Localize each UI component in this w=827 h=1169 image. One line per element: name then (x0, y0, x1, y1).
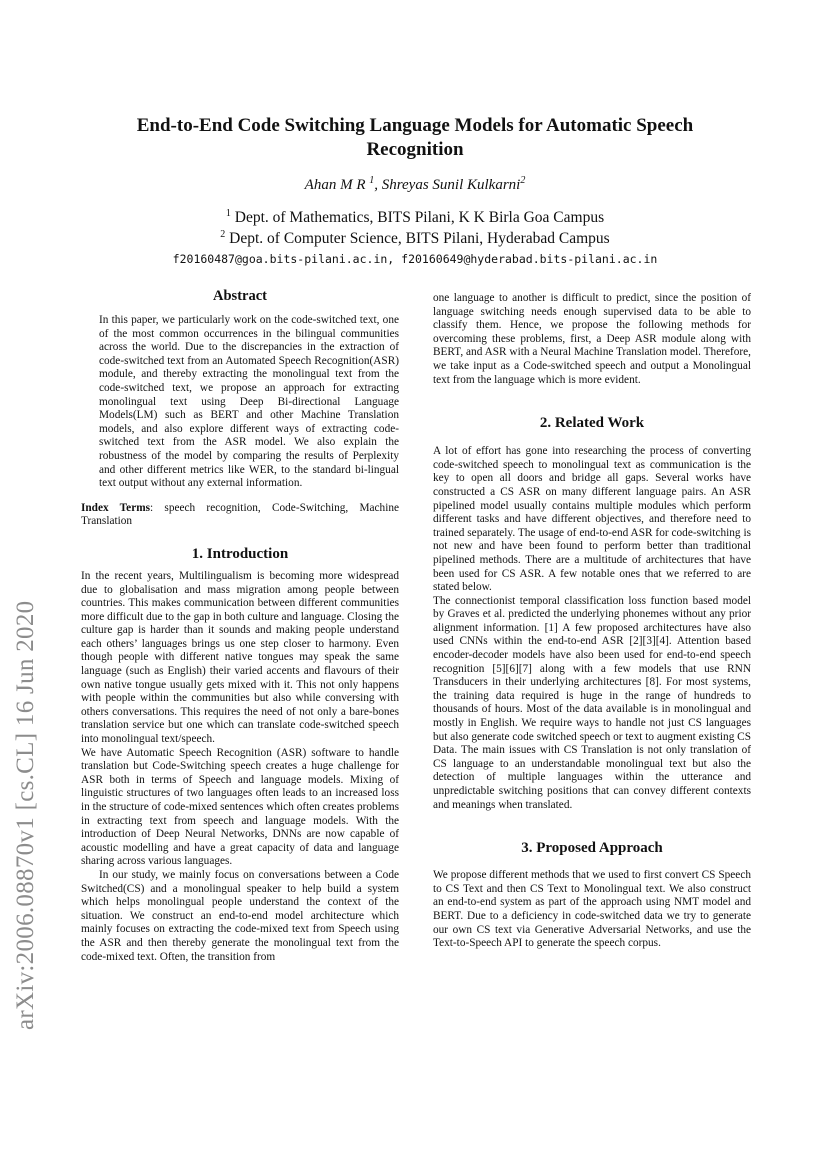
author-separator: , (374, 177, 382, 193)
author-affiliation-mark: 1 (369, 175, 375, 186)
abstract-heading: Abstract (213, 288, 267, 304)
section-heading-related-work: 2. Related Work (539, 415, 645, 432)
left-column (81, 290, 399, 964)
author-affiliation-mark: 2 (520, 175, 526, 186)
affiliation-1 (100, 209, 730, 227)
section-heading-introduction: 1. Introduction (191, 545, 289, 562)
author-name: Ahan M R (304, 177, 366, 193)
abstract-block (81, 314, 399, 491)
intro-paragraph: In our study, we mainly focus on conversations between a Code Switched(CS) and a monolingual speaker to help build a system which helps monolingual people understand the context of the situation. We construct an end-to-end model architecture which mainly focuses on extracting the code-mixed text from Speech using the ASR and then thereby generate the monolingual text from the code-mixed text. Often, the transition from (81, 868, 399, 963)
intro-paragraph: In the recent years, Multilingualism is becoming more widespread due to globalisation and mass migration among people between countries. This makes communication between different communities more difficult due to the gap in both culture and language. Closing the culture gap is harder than it sounds and making people understand each others’ languages brings us one step closer to harmony. Even though people with different native tongues may speak the same language (such as English) their varied accents and flavours of their own native tongue usually gets mixed with it. This not only happens with people within the communities but also while conversing with others conversations. This requires the need of not only a bare-bones translation service but one which can translate code-switched speech into monolingual text/speech. (81, 569, 399, 746)
section-heading-proposed-approach: 3. Proposed Approach (521, 840, 663, 857)
related-work-paragraph: The connectionist temporal classification loss function based model by Graves et al. predicted the underlying phonemes without any prior alignment information. [1] A few proposed architectures have also used CNNs within the end-to-end ASR [2][3][4]. Attention based encoder-decoder models have also been used for end-to-end speech recognition [5][6][7] along with a few models that use RNN Transducers in their underlying architectures [8]. For most systems, the training data required is huge in the range of hundreds to thousands of hours. Most of the data available is in monolingual and mostly in English. We require ways to handle not just CS languages but also generate code switched speech or text to augment existing CS Data. The main issues with CS Translation is not only translation of CS language to an understandable monolingual text but also the detection of multiple languages within the utterance and unpredictable switching positions that can convey different contexts and meanings when translated. (433, 594, 751, 811)
index-terms (81, 502, 399, 529)
paper-title: End-to-End Code Switching Language Models for Automatic Speech Recognition (136, 115, 694, 160)
index-terms-label: Index Terms (81, 501, 151, 514)
affiliation-2 (100, 230, 730, 248)
author-emails: f20160487@goa.bits-pilani.ac.in, f20160649@hyderabad.bits-pilani.ac.in (172, 252, 658, 266)
author-name: Shreyas Sunil Kulkarni (381, 177, 521, 193)
affiliation-mark: 1 (225, 207, 231, 219)
affiliation-text: Dept. of Computer Science, BITS Pilani, Hyderabad Campus (229, 230, 610, 247)
right-column (433, 292, 751, 951)
affiliation-text: Dept. of Mathematics, BITS Pilani, K K Birla Goa Campus (234, 209, 605, 226)
index-terms-text: : speech recognition, Code-Switching, Machine Translation (81, 501, 400, 528)
author-list (100, 177, 730, 194)
related-work-paragraph: A lot of effort has gone into researching the process of converting code-switched speech to monolingual text as communication is the key to open all doors and bridge all gaps. Several works have constructed a CS ASR on many different language pairs. An ASR pipelined model usually contains multiple modules which perform different tasks and have different objectives, and therefore need to trained separately. The usage of end-to-end ASR for code-switching is not new and have been found to perform better than traditional pipelined methods. There are a multitude of architectures that have been used for CS ASR. A few notable ones that we referred to are stated below. (433, 445, 751, 594)
affiliation-mark: 2 (220, 228, 226, 240)
abstract-text: In this paper, we particularly work on the code-switched text, one of the most common occurrences in the bilingual communities across the world. Due to the discrepancies in the extraction of code-switched text from an Automated Speech Recognition(ASR) module, and thereby extracting the monolingual text from the code-switched text, we propose an approach for extracting monolingual text using Deep Bi-directional Language Models(LM) such as BERT and other Machine Translation models, and also explore different ways of extracting code-switched text from the ASR model. We also explain the robustness of the model by comparing the results of Perplexity and other different metrics like WER, to the standard bi-lingual text output without any external information. (99, 314, 399, 490)
proposed-approach-paragraph: We propose different methods that we used to first convert CS Speech to CS Text and then CS Text to Monolingual text. We also construct an end-to-end system as part of the approach using NMT model and BERT. Due to a deficiency in code-switched data we try to generate our own CS text via Generative Adversarial Networks, and use the Text-to-Speech API to generate the speech corpus. (433, 869, 751, 950)
intro-continuation-paragraph: one language to another is difficult to predict, since the position of language switching needs enough supervised data to be able to classify them. Hence, we propose the following methods for overcoming these problems, first, a Deep ASR module along with BERT, and ASR with a Neural Machine Translation model. Therefore, we take input as a Code-switched speech and output a Monolingual text from the language which is more evident. (433, 292, 751, 386)
intro-paragraph: We have Automatic Speech Recognition (ASR) software to handle translation but Code-Switching speech creates a huge challenge for ASR both in terms of Speech and language models. Mixing of linguistic structures of two languages often leads to an increased loss in the structure of code-mixed sentences which often creates problems in extracting text from speech and language models. With the introduction of Deep Neural Networks, DNNs are now capable of acoustic modelling and have a great capacity of data and language sharing across various languages. (81, 746, 399, 868)
arxiv-stamp: arXiv:2006.08870v1 [cs.CL] 16 Jun 2020 (12, 600, 39, 1030)
